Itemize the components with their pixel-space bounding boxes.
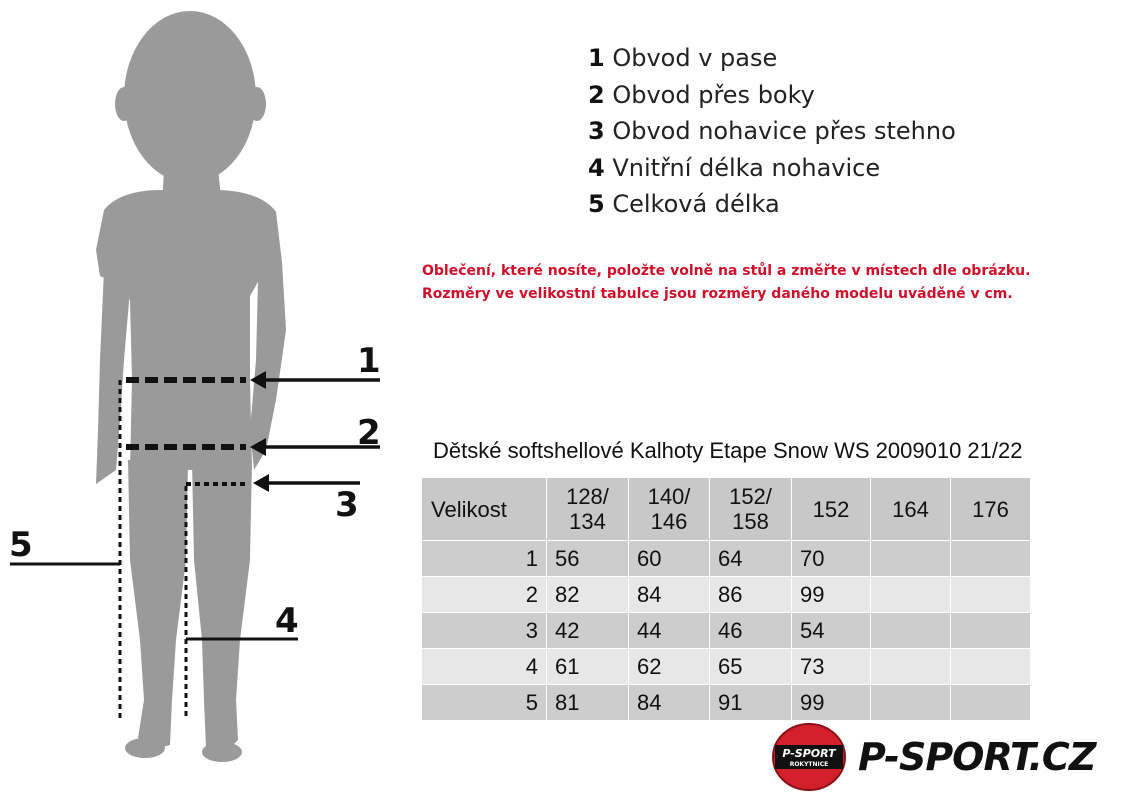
header-line: 140/ — [647, 484, 691, 509]
table-cell — [871, 577, 951, 613]
child-silhouette — [96, 11, 286, 762]
header-line: 158 — [732, 509, 769, 534]
legend-text: Vnitřní délka nohavice — [612, 153, 881, 182]
table-cell: 84 — [629, 577, 710, 613]
header-size-col — [547, 478, 629, 541]
size-table — [421, 477, 1031, 721]
legend-number: 1 — [588, 44, 605, 72]
row-label: 3 — [422, 613, 547, 649]
table-cell: 84 — [629, 685, 710, 721]
measurement-instructions — [422, 260, 1102, 305]
legend-text: Celková délka — [612, 190, 780, 218]
marker-4-label: 4 — [275, 601, 299, 641]
legend-item-5 — [588, 186, 956, 223]
legend-text: Obvod v pase — [612, 44, 778, 72]
table-cell: 44 — [629, 613, 710, 649]
table-row — [422, 613, 1031, 649]
row-label: 4 — [422, 649, 547, 685]
table-cell: 81 — [547, 685, 629, 721]
table-cell — [951, 541, 1031, 577]
size-table-title: Dětské softshellové Kalhoty Etape Snow WS 2009010 21/22 — [433, 438, 1023, 463]
instruction-line-1: Oblečení, které nosíte, položte volně na stůl a změřte v místech dle obrázku. — [422, 263, 1031, 279]
legend-item-4 — [588, 150, 956, 187]
table-cell: 99 — [792, 577, 871, 613]
table-cell — [871, 649, 951, 685]
legend-item-1 — [588, 40, 956, 77]
table-row — [422, 685, 1031, 721]
table-cell: 82 — [547, 577, 629, 613]
header-line: 146 — [650, 509, 688, 534]
table-cell: 42 — [547, 613, 629, 649]
header-size-col: 176 — [951, 478, 1031, 541]
legend-text: Obvod nohavice přes stehno — [612, 117, 956, 145]
table-cell: 64 — [710, 541, 792, 577]
row-label: 5 — [422, 685, 547, 721]
table-row — [422, 541, 1031, 577]
header-size-col: 164 — [871, 478, 951, 541]
marker-1-label: 1 — [357, 341, 381, 381]
table-cell — [951, 685, 1031, 721]
row-label: 1 — [422, 541, 547, 577]
table-row — [422, 577, 1031, 613]
table-cell: 46 — [710, 613, 792, 649]
table-cell: 60 — [629, 541, 710, 577]
table-cell — [871, 613, 951, 649]
header-size-col: 152 — [792, 478, 871, 541]
table-cell: 70 — [792, 541, 871, 577]
badge-text-main: P-SPORT — [782, 747, 836, 760]
table-cell — [951, 577, 1031, 613]
header-size-col — [629, 478, 710, 541]
legend-number: 3 — [588, 117, 605, 145]
table-cell: 54 — [792, 613, 871, 649]
table-cell — [871, 685, 951, 721]
brand-name: P-SPORT.CZ — [858, 735, 1096, 779]
child-measurement-figure — [0, 0, 420, 794]
row-label: 2 — [422, 577, 547, 613]
table-row — [422, 649, 1031, 685]
legend-number: 5 — [588, 190, 605, 218]
header-size-label: Velikost — [422, 478, 547, 541]
table-cell: 56 — [547, 541, 629, 577]
header-line: 134 — [569, 509, 606, 534]
table-cell — [951, 613, 1031, 649]
table-cell: 99 — [792, 685, 871, 721]
legend-number: 4 — [588, 153, 605, 182]
table-cell: 61 — [547, 649, 629, 685]
table-cell — [871, 541, 951, 577]
table-cell: 91 — [710, 685, 792, 721]
header-size-col — [710, 478, 792, 541]
header-line: 152/ — [729, 484, 772, 509]
legend-item-2 — [588, 77, 956, 114]
marker-3-label: 3 — [335, 485, 359, 525]
legend-text: Obvod přes boky — [612, 80, 815, 109]
badge-text-sub: ROKYTNICE — [789, 761, 829, 768]
table-cell: 65 — [710, 649, 792, 685]
p-sport-badge-logo — [771, 722, 851, 792]
marker-5-label: 5 — [9, 525, 33, 565]
size-table-header-row — [422, 478, 1031, 541]
marker-2-label: 2 — [357, 413, 381, 453]
header-line: 128/ — [566, 484, 609, 509]
table-cell — [951, 649, 1031, 685]
measurement-legend — [588, 40, 956, 223]
table-cell: 73 — [792, 649, 871, 685]
instruction-line-2: Rozměry ve velikostní tabulce jsou rozměry daného modelu uváděné v cm. — [422, 285, 1013, 302]
table-cell: 62 — [629, 649, 710, 685]
table-cell: 86 — [710, 577, 792, 613]
legend-number: 2 — [588, 80, 605, 109]
legend-item-3 — [588, 113, 956, 150]
